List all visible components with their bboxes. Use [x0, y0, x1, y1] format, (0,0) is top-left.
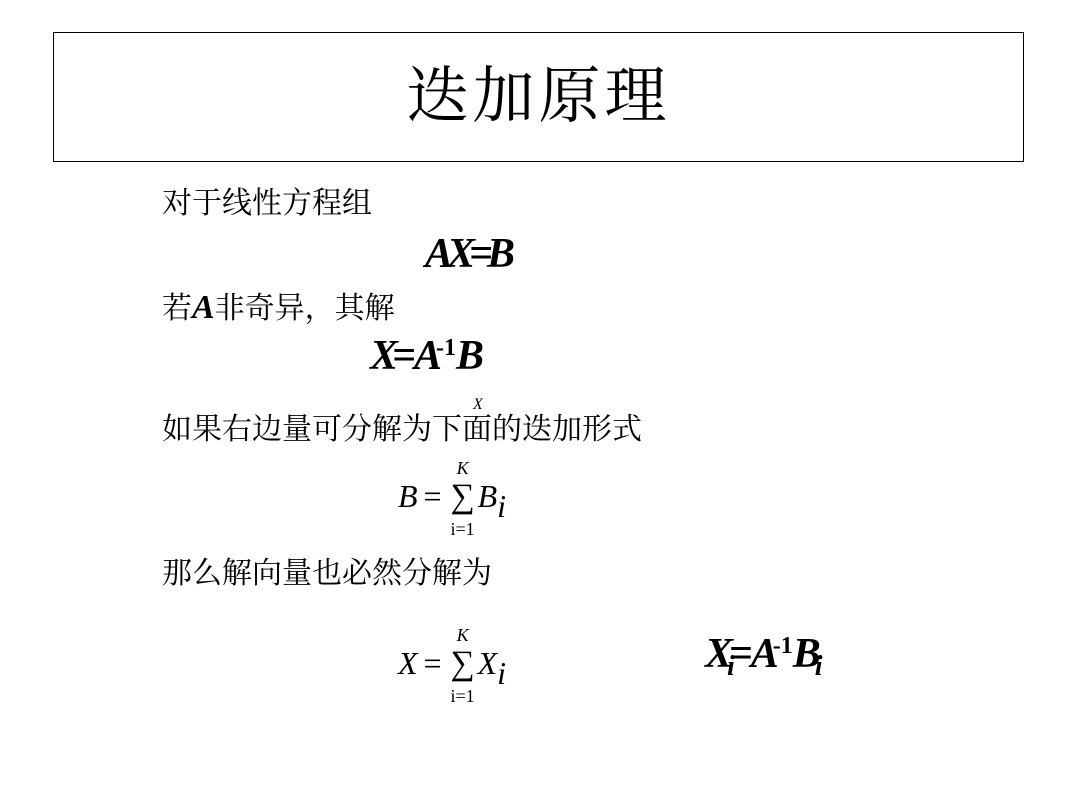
- intro-text: 对于线性方程组: [162, 186, 372, 221]
- sum-b-lower: i=1: [450, 518, 475, 539]
- decompose-text: 如果右边量可分解为下面的迭加形式: [162, 412, 642, 447]
- nonsingular-suffix: 非奇异，其解: [214, 291, 395, 326]
- sigma-icon: ∑: [450, 644, 475, 682]
- sum-b-eq: =: [423, 478, 442, 514]
- sum-b-sub: i: [497, 488, 507, 524]
- eq2-lhs: X: [370, 333, 393, 379]
- eq3-op: =: [728, 631, 751, 677]
- sum-x-lhs: X: [398, 645, 418, 681]
- eq3-lhs-sub: i: [727, 651, 729, 682]
- eq2-sup: -1: [435, 335, 456, 361]
- equation-xi: [705, 631, 817, 682]
- sum-b-lhs: B: [398, 478, 418, 514]
- sum-x-equation: [398, 624, 507, 706]
- nonsingular-prefix: 若: [162, 291, 192, 326]
- eq3-rhs: A: [750, 631, 773, 677]
- nonsingular-line: [162, 288, 395, 329]
- eq3-tail-sub: i: [814, 651, 817, 682]
- title-box: [53, 32, 1024, 162]
- solution-text: 那么解向量也必然分解为: [162, 556, 492, 591]
- sum-b-term: B: [477, 478, 498, 514]
- sum-x-lower: i=1: [450, 685, 475, 706]
- sum-x-sigma: [448, 624, 478, 706]
- sum-x-upper: K: [456, 624, 469, 645]
- sum-x-term: X: [477, 645, 498, 681]
- equation-axb: AX=B: [425, 231, 509, 277]
- sum-b-equation: [398, 457, 507, 539]
- sum-b-sigma: [448, 457, 478, 539]
- slide-title: 迭加原理: [406, 59, 671, 132]
- eq3-sup: -1: [772, 633, 793, 659]
- sum-x-eq: =: [423, 645, 442, 681]
- eq3-tail: B: [792, 631, 815, 677]
- matrix-a: A: [192, 289, 215, 326]
- eq2-op: =: [392, 333, 414, 379]
- eq2-rhs: A: [413, 333, 436, 379]
- stray-x-label: X: [473, 396, 483, 413]
- eq2-tail: B: [455, 333, 478, 379]
- sigma-icon: ∑: [450, 477, 475, 515]
- eq3-lhs: X: [705, 631, 728, 677]
- equation-solution: [370, 333, 478, 382]
- sum-b-upper: K: [456, 457, 469, 478]
- sum-x-sub: i: [497, 655, 507, 691]
